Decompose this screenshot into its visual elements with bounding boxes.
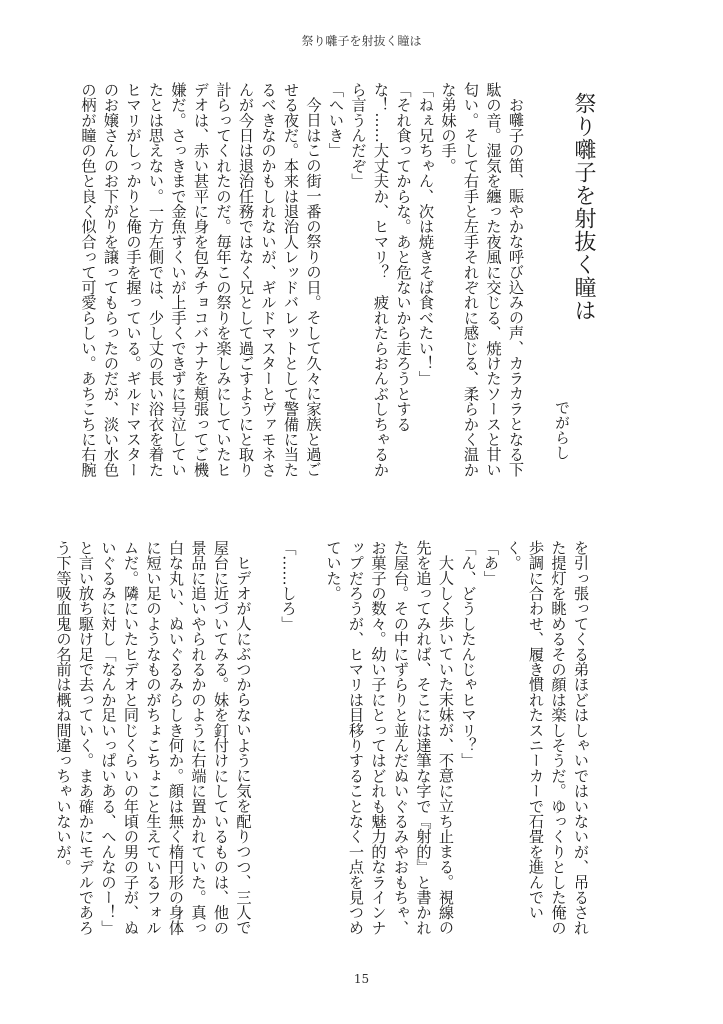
paragraph: 今日はこの街一番の祭りの日。そして久々に家族と過ごせる夜だ。本来は退治人レッドバレットとして警備に当たるべきなのかもしれないが、ギルドマスターとヴァモネさんが今日は退治任務ではなく兄として過ごすようにと取り計らってくれたのだ。毎年この祭りを楽しみにしていたヒデオは、赤い甚平に身を包みチョコバナナを頬張ってご機嫌だ。さっきまで金魚すくいが上手くできずに号泣していたとは思えない。一方左側では、少し丈の長い浴衣を着たヒマリがしっかりと俺の手を握っている。ギルドマスターのお嬢さんのお下がりを譲ってもらったのだが、淡い水色の柄が瞳の色と良く似合って可愛らしい。あちこちに右腕	[79, 82, 323, 478]
body-text-bottom	[54, 540, 592, 938]
paragraph: 「あ」	[482, 540, 500, 586]
paragraph: お囃子の笛、賑やかな呼び込みの声、カラカラとなる下駄の音。湿気を纏った夜風に交じる、焼けたソースと甘い匂い。そして右手と左手それぞれに感じる、柔らかく温かな弟妹の手。	[439, 82, 525, 478]
paragraph: ヒデオが人にぶつからないように気を配りつつ、三人で屋台に近づいてみる。妹を釘付けにしているものは、他の景品に追いやられるかのように右端に置かれていた。真っ白な丸い、ぬいぐるみらしき何か。顔は無く楕円形の身体に短い足のようなものがちょこちょこと生えているフォルムだ。隣にいたヒデオと同じくらいの年頃の男の子が、ぬいぐるみに対し「なんか足いっぱいある、へんなのー！」と言い放ち駆け足で去っていく。まあ確かにモデルであろう下等吸血鬼の名前は概ね間違っちゃいないが。	[54, 540, 253, 936]
paragraph: 「へいき」	[327, 82, 345, 158]
story-author: でがらし	[553, 400, 571, 460]
running-head: 祭り囃子を射抜く瞳は	[301, 34, 422, 48]
blank-line	[300, 540, 323, 938]
story-title: 祭り囃子を射抜く瞳は	[571, 92, 596, 322]
paragraph: 「……しろ」	[279, 540, 298, 632]
paragraph: を引っ張ってくる弟ほどはしゃいではいないが、吊るされた提灯を眺めるその顔は楽しそうだ。ゆっくりとした俺の歩調に合わせ、履き慣れたスニーカーで石畳を進んでいく。	[504, 540, 590, 936]
body-text-top	[78, 82, 527, 480]
paragraph: 大人しく歩いていた末妹が、不意に立ち止まる。視線の先を追ってみれば、そこには達筆な字で『射的』と書かれた屋台。その中にずらりと並んだぬいぐるみやおもちゃ、お菓子の数々。幼い子にとってはどれも魅力的なラインナップだろうが、ヒマリは目移りすることなく一点を見つめていた。	[324, 540, 455, 936]
page-number: 15	[353, 972, 370, 986]
paragraph: 「ん、どうしたんじゃヒマリ？」	[459, 540, 478, 768]
paragraph: 「それ食ってからな。あと危ないから走ろうとするな！……大丈夫か、ヒマリ？ 疲れたらおんぶしちゃるから言うんだぞ」	[349, 82, 413, 478]
blank-line	[255, 540, 278, 938]
paragraph: 「ねぇ兄ちゃん、次は焼きそば食べたい！」	[417, 82, 435, 386]
